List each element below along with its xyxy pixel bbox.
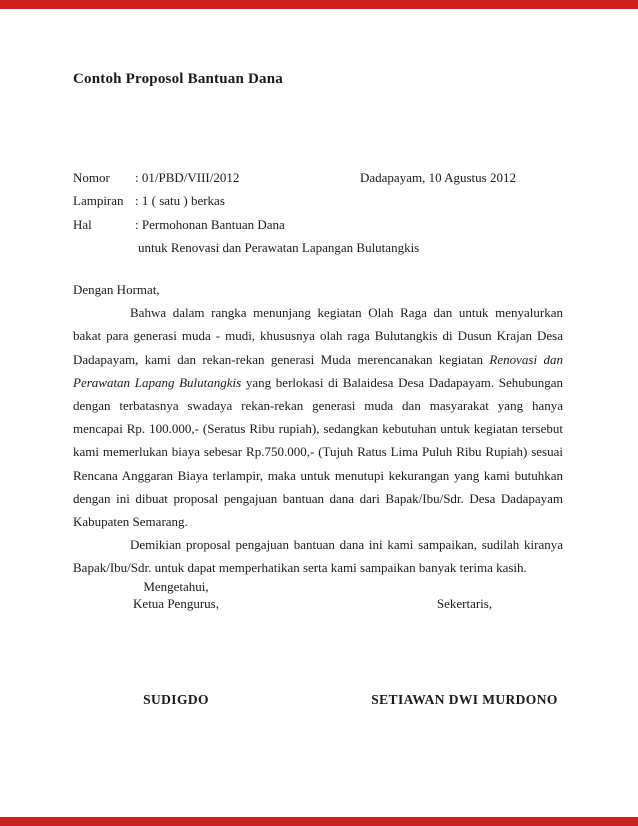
paragraph-1-tail: yang berlokasi di Balaidesa Desa Dadapayam. Sehubungan dengan terbatasnya swadaya rekan-rekan generasi muda dan masyarakat yang hanya mencapai Rp. 100.000,- (Seratus Ribu rupiah), sedangkan kebutuhan untuk kegiatan tersebut kami memerlukan biaya sebesar Rp.750.000,- (Tujuh Ratus Lima Puluh Ribu Rupiah) sesuai Rencana Anggaran Biaya terlampir, maka untuk menutupi kekurangan yang kami butuhkan dengan ini dibuat proposal pengajuan bantuan dana dari Bapak/Ibu/Sdr. Desa Dadapayam Kabupaten Semarang.	[73, 374, 564, 530]
activity-name-italic: Renovasi dan Perawatan Lapang Bulutangkis	[73, 351, 563, 390]
meta-value-nomor: : 01/PBD/VIII/2012	[135, 170, 240, 185]
meta-row-lampiran	[73, 189, 373, 212]
meta-label-hal: Hal	[73, 216, 92, 232]
signature-right-title: Sekertaris,	[436, 596, 493, 611]
meta-row-nomor	[73, 166, 373, 189]
paragraph-1-lead: Bahwa dalam rangka menunjang kegiatan Olah Raga dan untuk menyalurkan bakat para generasi muda - mudi, khususnya olah raga Bulutangkis di Dusun Krajan Desa Dadapayam, kami dan rekan-rekan generasi Muda merencanakan kegiatan	[73, 305, 563, 367]
signature-left-line2: Ketua Pengurus,	[133, 596, 219, 611]
salutation: Dengan Hormat,	[73, 282, 160, 297]
subject-continuation: untuk Renovasi dan Perawatan Lapangan Bulutangkis	[138, 240, 420, 256]
signature-right-block	[372, 595, 557, 612]
top-red-bar	[0, 0, 638, 9]
date-line: Dadapayam, 10 Agustus 2012	[360, 170, 516, 185]
signature-left-line1: Mengetahui,	[143, 579, 209, 594]
meta-row-hal	[73, 213, 373, 236]
meta-value-hal: : Permohonan Bantuan Dana	[135, 216, 285, 232]
paragraph-2: Demikian proposal pengajuan bantuan dana ini kami sampaikan, sudilah kiranya Bapak/Ibu/Sdr. untuk dapat memperhatikan serta kami sampaikan banyak terima kasih.	[73, 537, 563, 576]
signature-name-right: SETIAWAN DWI MURDONO	[371, 692, 558, 707]
bottom-red-bar	[0, 817, 638, 826]
meta-label-lampiran: Lampiran	[73, 193, 124, 209]
letter-body	[73, 278, 563, 580]
document-title: Contoh Proposol Bantuan Dana	[73, 71, 283, 87]
meta-label-nomor: Nomor	[73, 170, 110, 185]
signature-left-block	[88, 578, 264, 612]
signature-name-left: SUDIGDO	[143, 692, 209, 707]
letter-meta-block	[73, 166, 420, 260]
meta-value-lampiran: : 1 ( satu ) berkas	[135, 193, 225, 209]
paragraph-1	[73, 301, 563, 533]
